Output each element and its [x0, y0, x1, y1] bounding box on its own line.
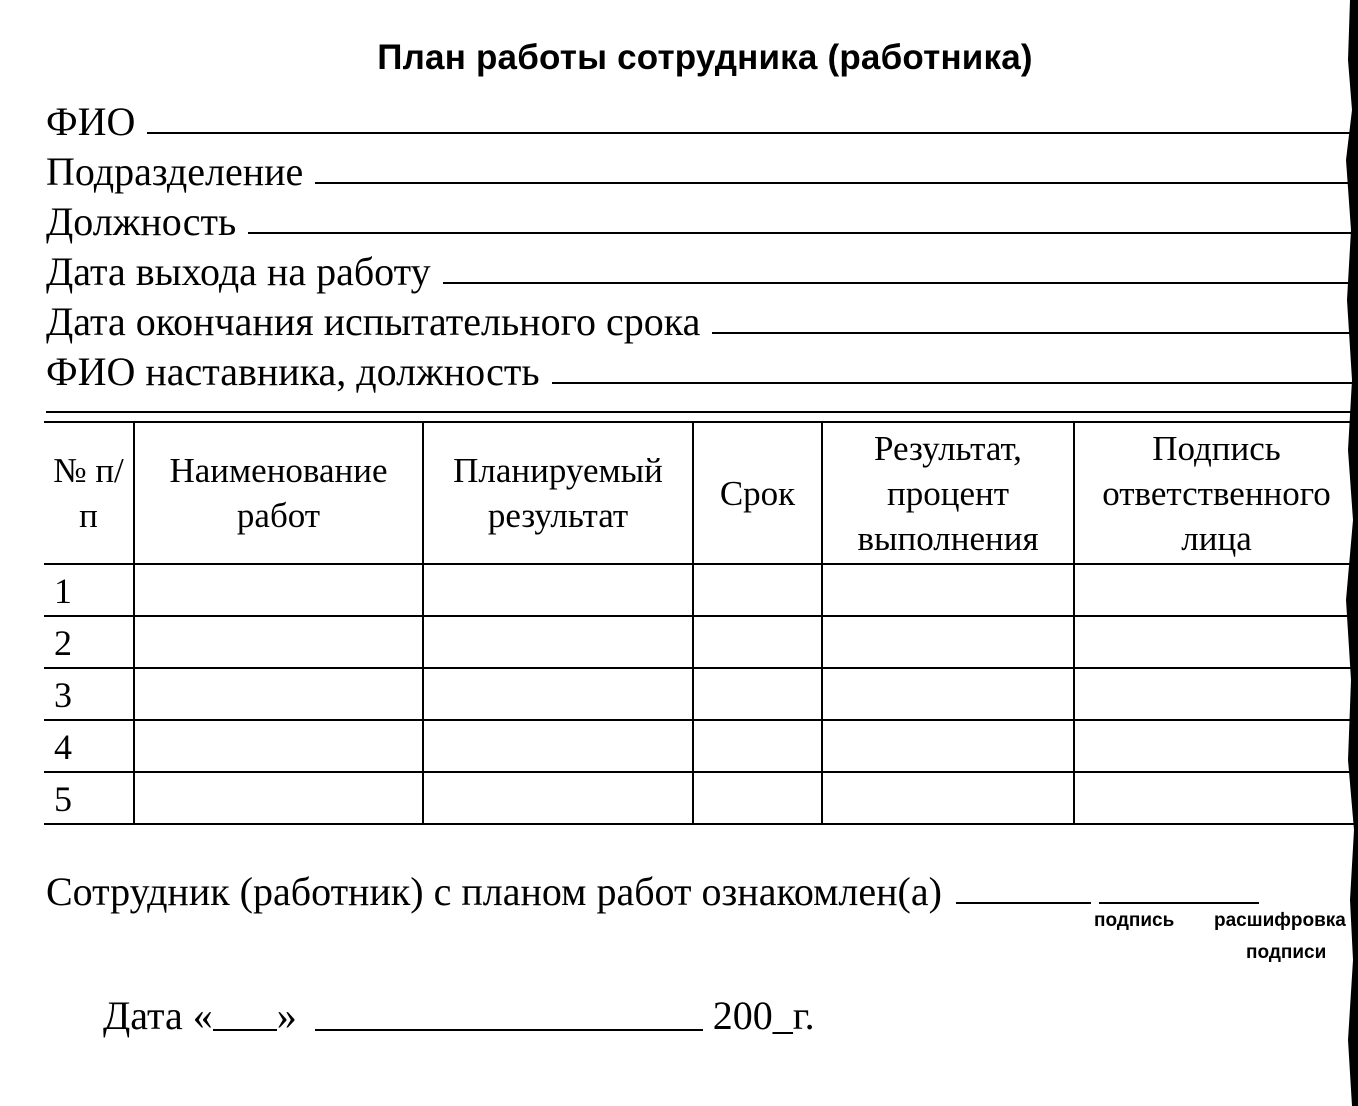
field-position-label: Должность: [46, 199, 237, 244]
cell-planned-result[interactable]: [423, 772, 693, 824]
cell-signature[interactable]: [1074, 720, 1358, 772]
table-row: [44, 720, 1358, 772]
cell-deadline[interactable]: [693, 668, 822, 720]
decoding-caption-2: подписи: [1246, 942, 1327, 963]
cell-deadline[interactable]: [693, 720, 822, 772]
date-day-line[interactable]: [213, 1029, 277, 1031]
field-probation-end: [46, 292, 1358, 342]
acknowledgement-label: Сотрудник (работник) с планом работ ознакомлен(а): [46, 869, 942, 914]
field-department-line[interactable]: [315, 182, 1358, 184]
work-plan-table: [44, 421, 1358, 825]
field-position: [46, 192, 1358, 242]
cell-result-percent[interactable]: [822, 720, 1074, 772]
row-number: 5: [44, 772, 134, 824]
field-start-date-label: Дата выхода на работу: [46, 249, 431, 294]
row-number: 2: [44, 616, 134, 668]
table-row: [44, 772, 1358, 824]
date-prefix: Дата «: [103, 993, 213, 1038]
field-probation-end-label: Дата окончания испытательного срока: [46, 299, 701, 344]
cell-deadline[interactable]: [693, 772, 822, 824]
field-department-label: Подразделение: [46, 149, 304, 194]
table-row: [44, 564, 1358, 616]
table-row: [44, 616, 1358, 668]
cell-work-name[interactable]: [134, 616, 423, 668]
cell-deadline[interactable]: [693, 616, 822, 668]
cell-result-percent[interactable]: [822, 564, 1074, 616]
cell-result-percent[interactable]: [822, 616, 1074, 668]
cell-signature[interactable]: [1074, 668, 1358, 720]
cell-signature[interactable]: [1074, 772, 1358, 824]
decoding-caption-1: расшифровка: [1214, 910, 1346, 931]
date-line: [103, 994, 815, 1038]
scan-edge-shadow: [1336, 0, 1358, 1106]
field-start-date: [46, 242, 1358, 292]
date-quote-close: »: [276, 993, 297, 1038]
header-deadline: Срок: [693, 422, 822, 564]
header-result-percent: Результат, процент выполнения: [822, 422, 1074, 564]
header-number: № п/п: [44, 422, 134, 564]
field-fio: [46, 92, 1358, 142]
signature-caption: подпись: [1094, 910, 1175, 931]
cell-planned-result[interactable]: [423, 616, 693, 668]
signature-decoding-line[interactable]: [1099, 902, 1259, 904]
field-start-date-line[interactable]: [443, 282, 1358, 284]
field-probation-end-line[interactable]: [712, 332, 1358, 334]
employee-signature-line[interactable]: [956, 902, 1091, 904]
row-number: 4: [44, 720, 134, 772]
acknowledgement-line: [46, 862, 1358, 912]
table-row: [44, 668, 1358, 720]
cell-deadline[interactable]: [693, 564, 822, 616]
row-number: 3: [44, 668, 134, 720]
cell-signature[interactable]: [1074, 564, 1358, 616]
cell-work-name[interactable]: [134, 772, 423, 824]
row-number: 1: [44, 564, 134, 616]
cell-work-name[interactable]: [134, 564, 423, 616]
separator-line: [46, 411, 1358, 413]
field-mentor: [46, 342, 1358, 392]
date-year: 200_г.: [712, 993, 815, 1038]
cell-planned-result[interactable]: [423, 720, 693, 772]
header-responsible-signature: Подпись ответственного лица: [1074, 422, 1358, 564]
table-header-row: [44, 422, 1358, 564]
cell-work-name[interactable]: [134, 668, 423, 720]
field-mentor-line[interactable]: [552, 382, 1358, 384]
cell-work-name[interactable]: [134, 720, 423, 772]
field-position-line[interactable]: [248, 232, 1358, 234]
field-fio-label: ФИО: [46, 99, 136, 144]
cell-planned-result[interactable]: [423, 564, 693, 616]
cell-planned-result[interactable]: [423, 668, 693, 720]
date-month-line[interactable]: [315, 1029, 703, 1031]
header-planned-result: Планируемый результат: [423, 422, 693, 564]
cell-signature[interactable]: [1074, 616, 1358, 668]
field-department: [46, 142, 1358, 192]
form-title: План работы сотрудника (работника): [377, 38, 1033, 77]
cell-result-percent[interactable]: [822, 668, 1074, 720]
cell-result-percent[interactable]: [822, 772, 1074, 824]
header-work-name: Наименование работ: [134, 422, 423, 564]
field-mentor-label: ФИО наставника, должность: [46, 349, 540, 394]
field-fio-line[interactable]: [147, 132, 1358, 134]
